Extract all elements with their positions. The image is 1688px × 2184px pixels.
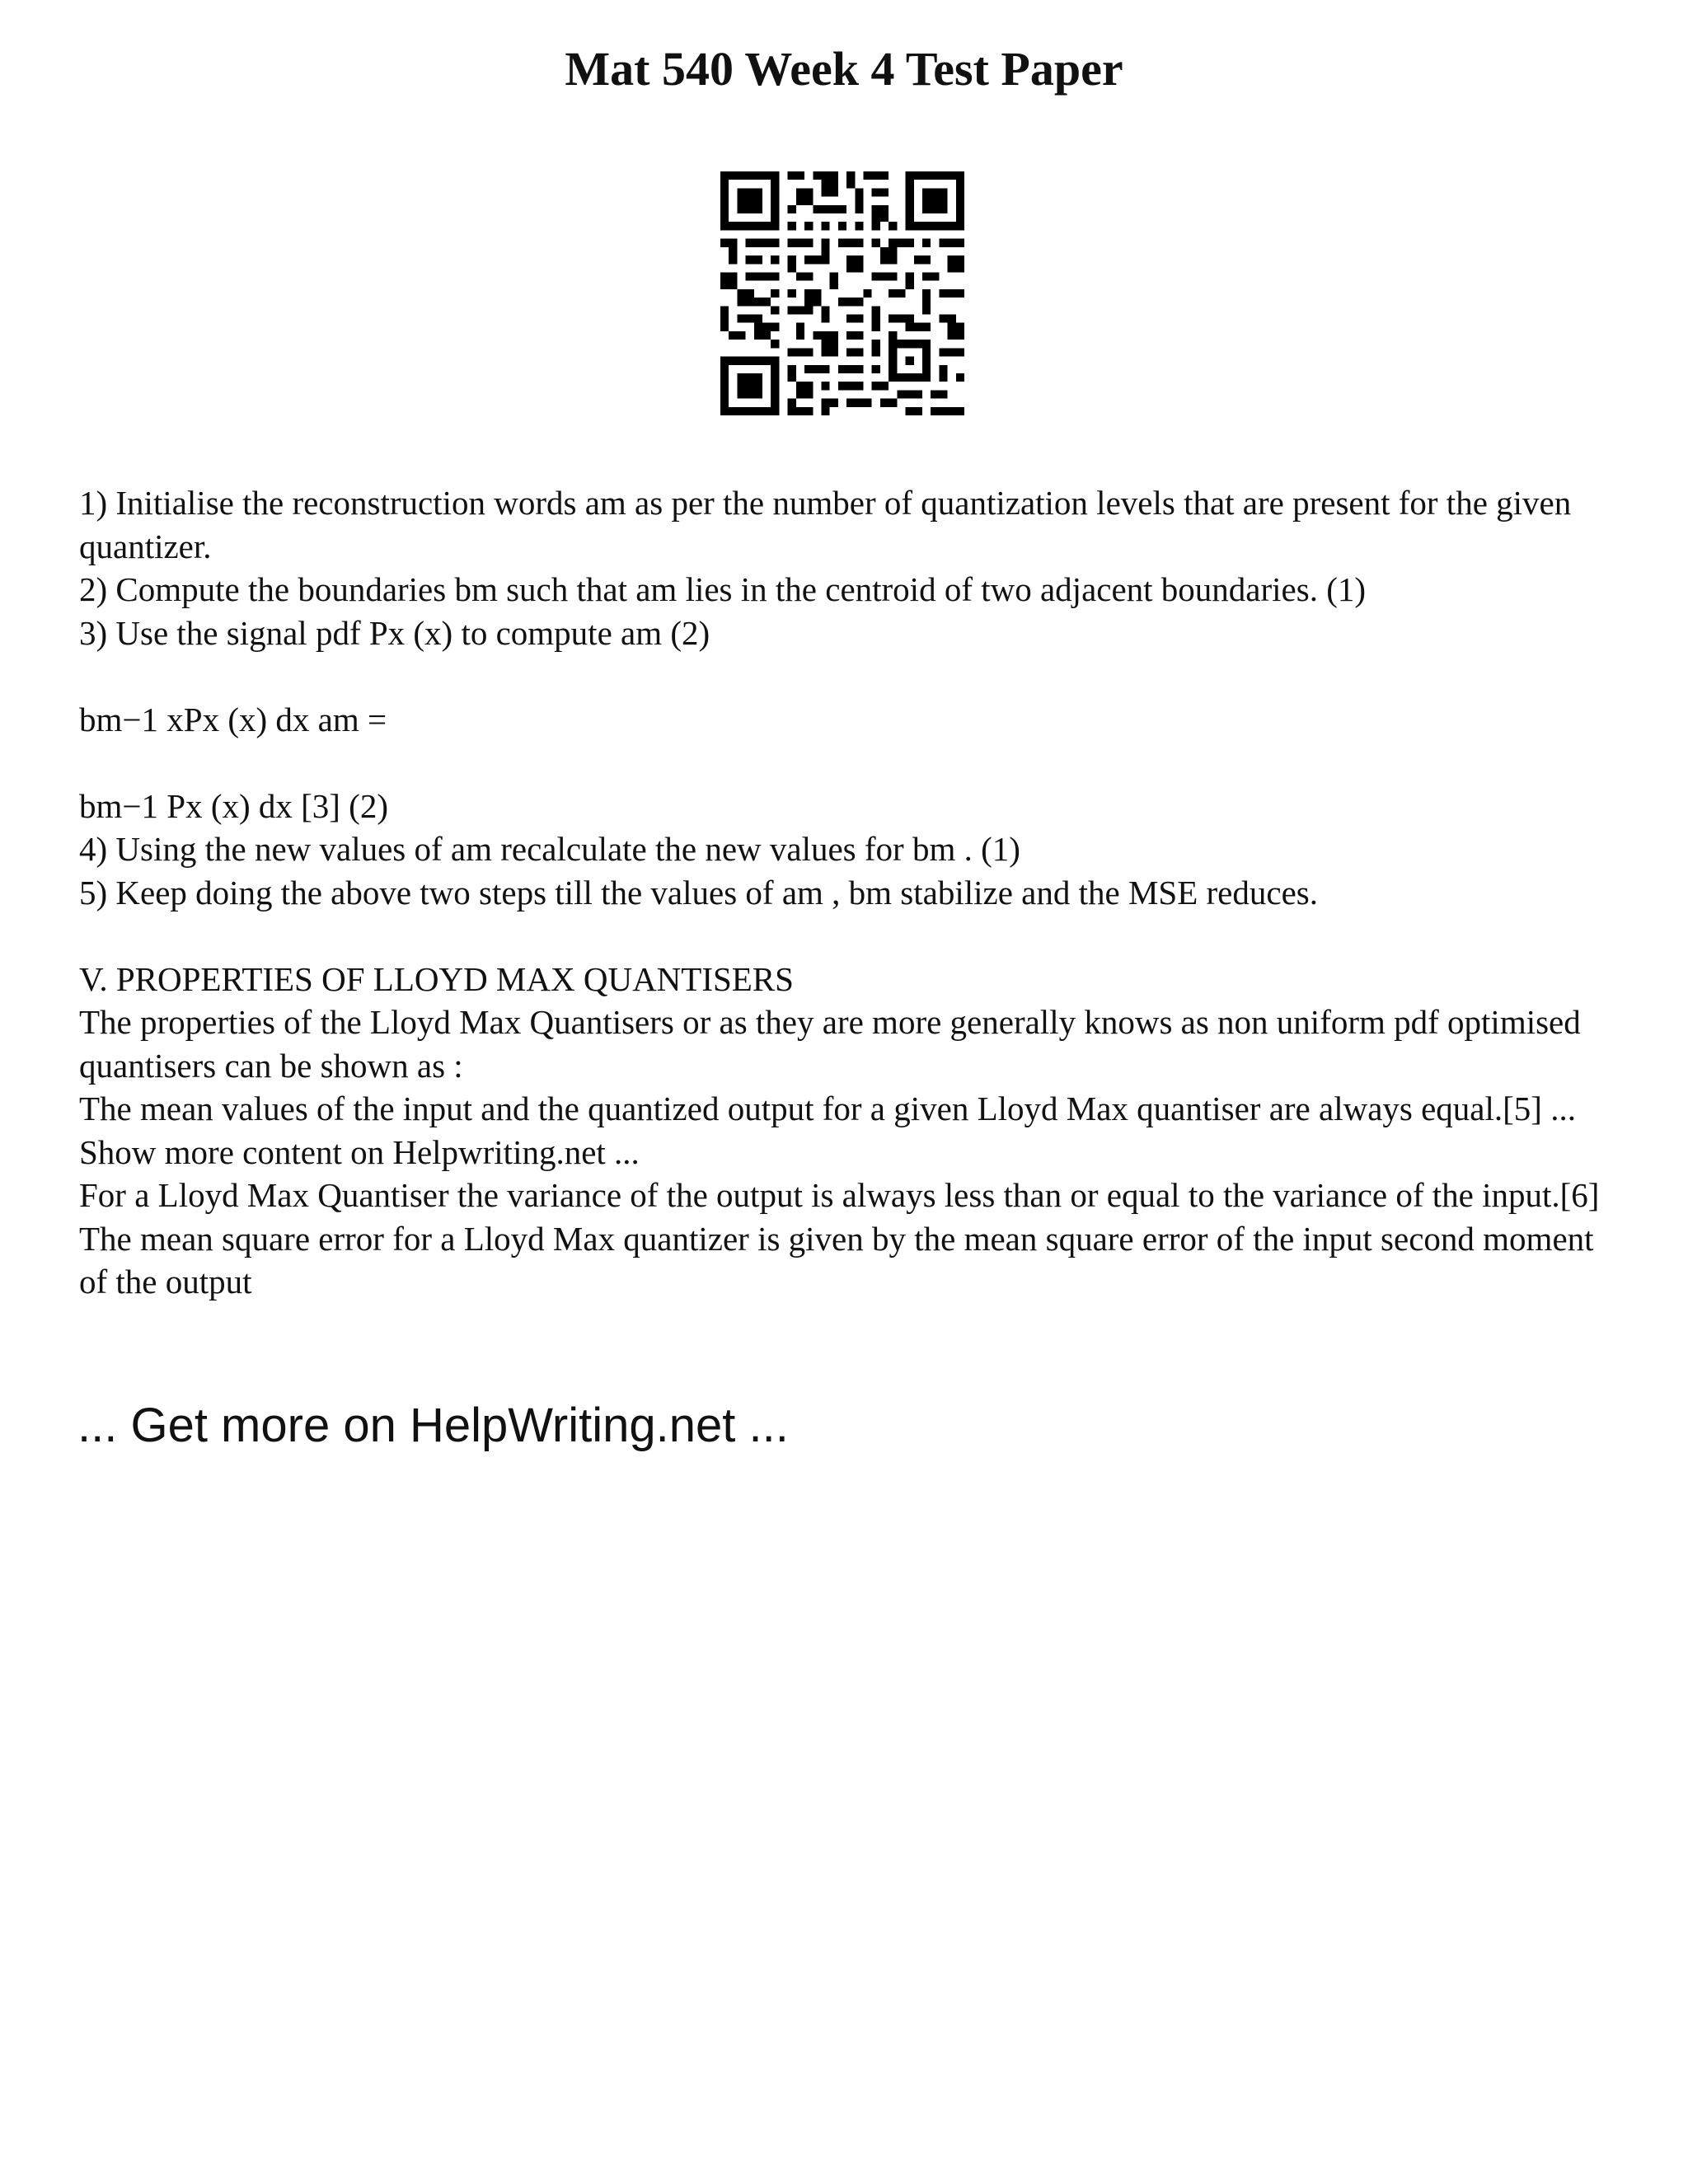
get-more-link[interactable]: ... Get more on HelpWriting.net ...	[77, 1399, 789, 1452]
paragraph: The mean square error for a Lloyd Max quantizer is given by the mean square error of the input second moment of the output	[79, 1219, 1594, 1301]
paragraph: The properties of the Lloyd Max Quantisers or as they are more generally knows as non uniform pdf optimised quantisers can be shown as :	[79, 1003, 1581, 1085]
spacer	[79, 741, 1620, 785]
formula-line-2: bm−1 Px (x) dx [3] (2)	[79, 786, 388, 825]
spacer	[79, 914, 1620, 958]
page-title: Mat 540 Week 4 Test Paper	[565, 42, 1123, 96]
step-4: 4) Using the new values of am recalculate the new values for bm . (1)	[79, 830, 1020, 868]
step-5: 5) Keep doing the above two steps till the values of am , bm stabilize and the MSE reduces.	[79, 873, 1318, 912]
qr-code-icon	[720, 171, 964, 415]
document-body	[79, 481, 1620, 1304]
paragraph: For a Lloyd Max Quantiser the variance of the output is always less than or equal to the variance of the input.[6]	[79, 1176, 1600, 1214]
step-1: 1) Initialise the reconstruction words am as per the number of quantization levels that are present for the given quantizer.	[79, 484, 1572, 565]
step-2: 2) Compute the boundaries bm such that am lies in the centroid of two adjacent boundaries. (1)	[79, 570, 1367, 608]
section-heading: V. PROPERTIES OF LLOYD MAX QUANTISERS	[79, 959, 794, 998]
formula-line-1: bm−1 xPx (x) dx am =	[79, 700, 387, 738]
paragraph: The mean values of the input and the quantized output for a given Lloyd Max quantiser are always equal.[5] ... Show more content on Helpwriting.net ...	[79, 1090, 1576, 1171]
step-3: 3) Use the signal pdf Px (x) to compute am (2)	[79, 613, 710, 652]
spacer	[79, 654, 1620, 698]
